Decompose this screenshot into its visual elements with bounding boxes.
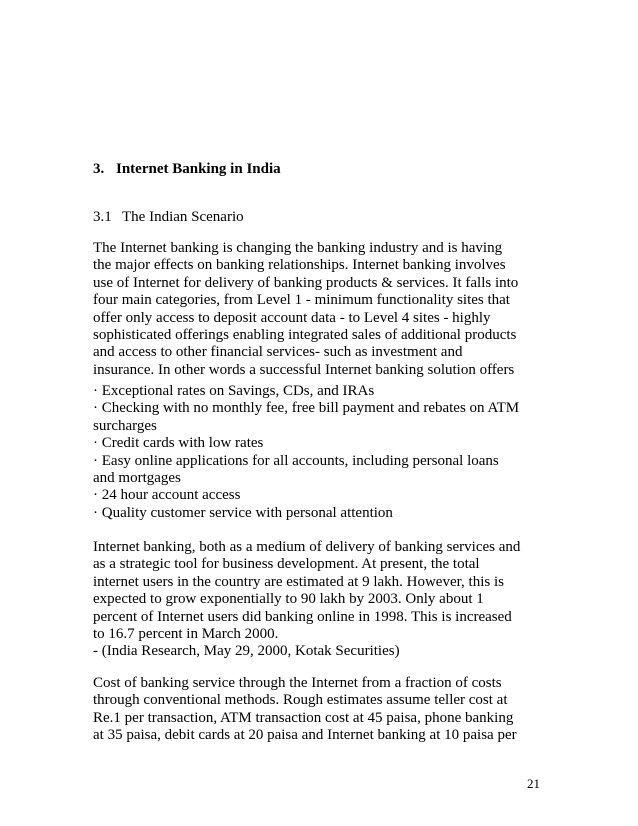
paragraph-line: Cost of banking service through the Internet from a fraction of costs bbox=[93, 675, 502, 691]
statistics-paragraph bbox=[93, 539, 533, 661]
page-number: 21 bbox=[527, 776, 540, 791]
paragraph-line: four main categories, from Level 1 - minimum functionality sites that bbox=[93, 292, 510, 309]
section-number: 3. bbox=[93, 161, 105, 177]
list-item: surcharges bbox=[93, 417, 157, 434]
section-title: Internet Banking in India bbox=[116, 161, 281, 177]
list-item: · Checking with no monthly fee, free bill payment and rebates on ATM bbox=[93, 400, 520, 417]
citation-line: - (India Research, May 29, 2000, Kotak Securities) bbox=[93, 643, 400, 660]
section-heading bbox=[93, 160, 281, 178]
intro-paragraph bbox=[93, 240, 533, 379]
list-item: · Exceptional rates on Savings, CDs, and IRAs bbox=[93, 383, 375, 399]
cost-paragraph bbox=[93, 675, 533, 745]
paragraph-line: Re.1 per transaction, ATM transaction cost at 45 paisa, phone banking bbox=[93, 709, 514, 726]
list-item: · Easy online applications for all accounts, including personal loans bbox=[93, 452, 499, 469]
paragraph-line: expected to grow exponentially to 90 lakh by 2003. Only about 1 bbox=[93, 591, 484, 608]
offerings-list bbox=[93, 383, 533, 522]
subsection-heading bbox=[93, 208, 244, 226]
paragraph-line: The Internet banking is changing the banking industry and is having bbox=[93, 240, 503, 256]
paragraph-line: internet users in the country are estimated at 9 lakh. However, this is bbox=[93, 573, 504, 590]
list-item: and mortgages bbox=[93, 470, 181, 487]
list-item: · Quality customer service with personal attention bbox=[93, 504, 393, 521]
paragraph-line: percent of Internet users did banking online in 1998. This is increased bbox=[93, 608, 512, 625]
paragraph-line: Internet banking, both as a medium of delivery of banking services and bbox=[93, 539, 521, 555]
paragraph-line: the major effects on banking relationships. Internet banking involves bbox=[93, 257, 506, 274]
paragraph-line: at 35 paisa, debit cards at 20 paisa and Internet banking at 10 paisa per bbox=[93, 727, 517, 744]
subsection-number: 3.1 bbox=[93, 209, 112, 225]
paragraph-line: sophisticated offerings enabling integrated sales of additional products bbox=[93, 327, 517, 344]
paragraph-line: insurance. In other words a successful Internet banking solution offers bbox=[93, 361, 515, 378]
list-item: · Credit cards with low rates bbox=[93, 435, 264, 452]
list-item: · 24 hour account access bbox=[93, 487, 241, 504]
subsection-title: The Indian Scenario bbox=[122, 209, 244, 225]
paragraph-line: as a strategic tool for business development. At present, the total bbox=[93, 556, 480, 573]
paragraph-line: offer only access to deposit account data - to Level 4 sites - highly bbox=[93, 309, 491, 326]
paragraph-line: and access to other financial services- such as investment and bbox=[93, 344, 463, 361]
paragraph-line: use of Internet for delivery of banking products & services. It falls into bbox=[93, 274, 519, 291]
paragraph-line: through conventional methods. Rough estimates assume teller cost at bbox=[93, 692, 508, 709]
paragraph-line: to 16.7 percent in March 2000. bbox=[93, 626, 279, 643]
